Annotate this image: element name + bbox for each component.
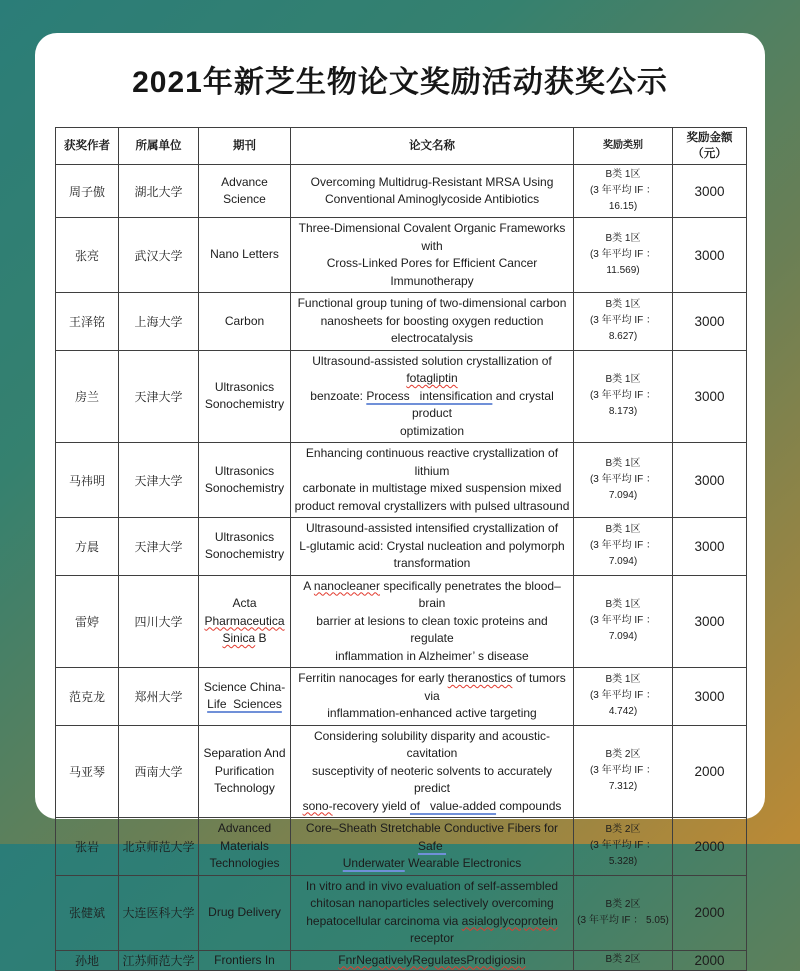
category-line: B类 1区 [605,674,641,686]
author-cell: 雷婷 [56,575,119,668]
amount-cell: 3000 [673,668,747,726]
author-cell: 方晨 [56,518,119,576]
category-line: B类 2区 [605,824,641,836]
category-line: (3 年平均 IF ：4.742) [589,690,657,718]
text-segment: Three-Dimensional Covalent Organic Frameworks with [298,221,566,253]
journal-cell [199,950,291,971]
spellcheck-red-text: fotagliptin [406,371,458,385]
affiliation-cell: 天津大学 [119,518,199,576]
text-segment: Advanced [217,821,272,835]
category-line: (3 年平均 IF ：8.627) [589,315,657,343]
spellcheck-blue-text: Process intensification [366,388,493,403]
text-segment: transformation [393,556,471,570]
text-segment: optimization [399,423,465,438]
category-line: B类 2区 [605,749,641,761]
text-segment: Ultrasonics [214,529,275,544]
announcement-card [35,33,765,968]
author-cell: 张亮 [56,218,119,293]
category-line: (3 年平均 IF ：5.328) [589,840,657,868]
column-header [574,128,673,165]
spellcheck-red-text: theranostics [447,671,513,685]
text-segment: recovery yield [332,798,410,813]
amount-cell: 2000 [673,950,747,971]
author-cell: 范克龙 [56,668,119,726]
affiliation-cell: 西南大学 [119,725,199,818]
category-line: B类 1区 [605,374,641,386]
category-line: B类 1区 [605,169,641,180]
paper-title-cell [291,350,574,443]
category-line: B类 1区 [605,233,641,244]
paper-title-cell [291,575,574,668]
category-line: B类 1区 [605,524,641,536]
paper-title-cell [291,293,574,351]
text-segment: Frontiers In [214,952,275,967]
spellcheck-blue-text: Safe [417,838,447,853]
text-segment: Acta [232,596,257,610]
spellcheck-red-text: sono- [302,798,333,813]
affiliation-cell: 四川大学 [119,575,199,668]
text-segment: nanosheets for boosting oxygen reduction [320,313,544,328]
affiliation-cell: 武汉大学 [119,218,199,293]
category-line: (3 年平均 IF ：8.173) [589,390,657,418]
text-segment: B [255,631,267,645]
amount-cell: 3000 [673,443,747,518]
paper-title-cell [291,443,574,518]
journal-cell [199,350,291,443]
text-segment: Ferritin nanocages for early [298,671,448,685]
affiliation-cell: 江苏师范大学 [119,950,199,971]
text-segment: A [303,578,314,593]
text-segment: Nano Letters [210,247,279,262]
amount-cell: 2000 [673,725,747,818]
journal-cell [199,218,291,293]
author-cell: 张健斌 [56,875,119,950]
paper-title-cell [291,950,574,971]
author-cell: 孙地 [56,950,119,971]
paper-title-cell [291,165,574,218]
text-segment: Ultrasonics [214,379,275,394]
text-segment: Separation And [203,746,286,760]
spellcheck-red-text: FnrNegativelyRegulatesProdigiosin [338,952,526,967]
spellcheck-red-text: asialoglycoprotein [461,913,558,928]
journal-cell [199,725,291,818]
table-row [56,950,747,971]
text-segment: Sonochemistry [204,547,285,562]
spellcheck-blue-text: of value-added [409,798,497,813]
paper-title-cell [291,518,574,576]
table-row [56,518,747,576]
affiliation-cell: 郑州大学 [119,668,199,726]
text-segment: Core–Sheath Stretchable Conductive Fibers for [305,821,559,835]
category-line: B类 2区 [605,898,641,910]
category-line: (3 年平均 IF ：7.094) [589,474,657,501]
affiliation-cell: 湖北大学 [119,165,199,218]
category-cell [574,950,673,971]
text-segment: hepatocellular carcinoma via [306,913,462,928]
text-segment: Sonochemistry [204,397,285,412]
text-segment: product removal crystallizers with pulsed ultrasound [294,498,570,513]
column-header-label: 所属单位 [135,140,182,152]
text-segment: and crystal product [411,388,554,420]
column-header-label: 获奖作者 [64,140,110,152]
category-line: (3 年平均 IF ： [589,249,657,260]
affiliation-cell: 天津大学 [119,350,199,443]
spellcheck-blue-text: Underwater [342,856,405,870]
category-cell [574,443,673,518]
awards-table-head [56,128,747,165]
table-row [56,218,747,293]
text-segment: Overcoming Multidrug-Resistant MRSA Using [310,174,554,189]
category-cell [574,293,673,351]
category-cell [574,818,673,876]
affiliation-cell: 上海大学 [119,293,199,351]
text-segment: benzoate: [310,388,367,403]
author-cell: 马亚琴 [56,725,119,818]
author-cell: 马祎明 [56,443,119,518]
category-line: 11.569) [606,265,640,276]
text-segment: Drug Delivery [208,904,281,919]
category-line: (3 年平均 IF ：7.094) [589,615,657,643]
text-segment: Ultrasonics [214,463,275,478]
table-row [56,293,747,351]
author-cell: 房兰 [56,350,119,443]
category-cell [574,350,673,443]
category-line: (3 年平均 IF ：16.15) [589,185,657,212]
spellcheck-red-text: Pharmaceutica [204,613,285,628]
paper-title-cell [291,668,574,726]
paper-title-cell [291,218,574,293]
table-row [56,725,747,818]
category-line: (3 年平均 IF ： 5.05) [577,914,669,926]
table-row [56,875,747,950]
spellcheck-red-text: Sinica [222,631,256,645]
amount-cell: 3000 [673,518,747,576]
category-cell [574,218,673,293]
text-segment: Sonochemistry [204,481,285,495]
category-cell [574,518,673,576]
paper-title-cell [291,875,574,950]
affiliation-cell: 北京师范大学 [119,818,199,876]
journal-cell [199,818,291,876]
category-line: B类 1区 [605,458,641,469]
journal-cell [199,575,291,668]
category-cell [574,165,673,218]
table-row [56,575,747,668]
header-row [56,128,747,165]
table-row [56,350,747,443]
text-segment: Materials [220,838,269,853]
column-header [291,128,574,165]
column-header-label: 奖励类别 [603,140,643,151]
journal-cell [199,165,291,218]
category-line: (3 年平均 IF ：7.094) [589,540,657,568]
column-header [199,128,291,165]
text-segment: specifically penetrates the blood– brain [379,578,561,610]
journal-cell [199,443,291,518]
journal-cell [199,293,291,351]
author-cell: 周子傲 [56,165,119,218]
amount-cell: 2000 [673,818,747,876]
text-segment: susceptivity of neoteric solvents to accurately predict [311,763,553,795]
text-segment: Ultrasound-assisted solution crystallization of [312,353,552,368]
awards-table-body [56,165,747,971]
text-segment: carbonate in multistage mixed suspension mixed [302,481,562,495]
text-segment: Advance Science [221,174,268,206]
category-cell [574,725,673,818]
text-segment: Cross-Linked Pores for Efficient Cancer Immunotherapy [326,256,538,288]
category-line: B类 1区 [605,299,641,311]
text-segment: Carbon [224,313,265,328]
spellcheck-blue-text: Life Sciences [207,697,282,712]
text-segment: chitosan nanoparticles selectively overcoming [310,896,554,910]
text-segment: Enhancing continuous reactive crystallization of lithium [305,446,559,478]
amount-cell: 3000 [673,350,747,443]
text-segment: of tumors via [424,671,566,703]
text-segment: inflammation in Alzheimer’ s disease [335,648,529,663]
text-segment: barrier at lesions to clean toxic proteins and regulate [316,613,548,645]
text-segment: inflammation-enhanced active targeting [327,706,537,720]
column-header [56,128,119,165]
column-header-label: 奖励金额 [686,132,733,144]
category-line: (3 年平均 IF ：7.312) [589,765,657,793]
amount-cell: 3000 [673,293,747,351]
category-line: B类 1区 [605,599,641,611]
text-segment: compounds [496,798,562,813]
text-segment: electrocatalysis [390,331,474,345]
awards-table [55,127,747,971]
page-title: 2021年新芝生物论文奖励活动获奖公示 [132,66,668,99]
journal-cell [199,875,291,950]
text-segment: Ultrasound-assisted intensified crystallization of [305,521,559,535]
journal-cell [199,518,291,576]
amount-cell: 3000 [673,575,747,668]
category-cell [574,668,673,726]
category-cell [574,575,673,668]
column-header [119,128,199,165]
column-header-label: 论文名称 [409,140,455,152]
table-row [56,165,747,218]
affiliation-cell: 天津大学 [119,443,199,518]
column-header-label: （元） [692,148,727,160]
text-segment: receptor [409,931,455,945]
category-cell [574,875,673,950]
author-cell: 王泽铭 [56,293,119,351]
column-header-label: 期刊 [233,140,256,152]
text-segment: Technologies [209,856,280,870]
author-cell: 张岩 [56,818,119,876]
amount-cell: 2000 [673,875,747,950]
text-segment: Science China- [203,679,286,694]
affiliation-cell: 大连医科大学 [119,875,199,950]
text-segment: Functional group tuning of two-dimensional carbon [297,296,567,310]
column-header [673,128,747,165]
text-segment: Conventional Aminoglycoside Antibiotics [324,192,540,206]
table-row [56,668,747,726]
table-row [56,818,747,876]
text-segment: Considering solubility disparity and acoustic-cavitation [313,728,551,760]
amount-cell: 3000 [673,218,747,293]
text-segment: Technology [214,781,275,795]
text-segment: In vitro and in vivo evaluation of self-assembled [305,878,559,893]
category-line: B类 2区 [605,954,641,966]
text-segment: L-glutamic acid: Crystal nucleation and polymorph [299,538,565,553]
spellcheck-red-text: nanocleaner [313,578,380,593]
table-row [56,443,747,518]
amount-cell: 3000 [673,165,747,218]
paper-title-cell [291,725,574,818]
text-segment: Purification [214,763,275,778]
paper-title-cell [291,818,574,876]
journal-cell [199,668,291,726]
text-segment: Wearable Electronics [404,856,522,870]
